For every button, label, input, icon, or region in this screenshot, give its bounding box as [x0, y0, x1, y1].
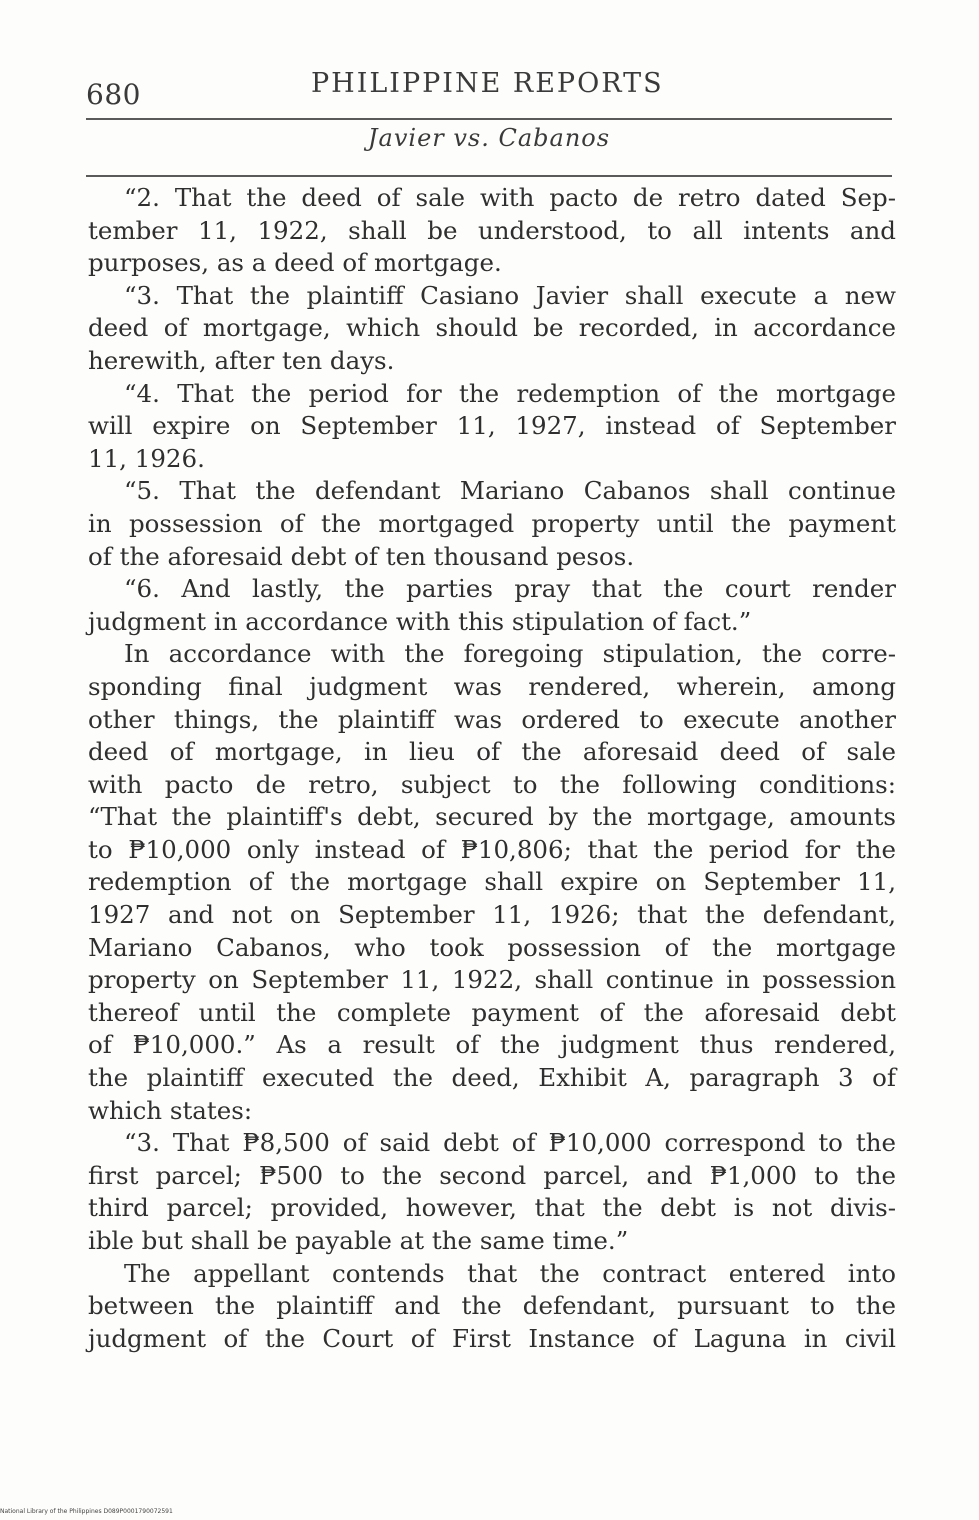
body-line: deed of mortgage, which should be recorded, in accordance: [88, 313, 896, 343]
body-line: herewith, after ten days.: [88, 345, 395, 375]
body-line: redemption of the mortgage shall expire on September 11,: [88, 867, 896, 897]
body-line: “That the plaintiff's debt, secured by the mortgage, amounts: [88, 802, 896, 832]
body-line: first parcel; ₱500 to the second parcel, and ₱1,000 to the: [88, 1160, 896, 1190]
body-line: of the aforesaid debt of ten thousand pesos.: [88, 541, 635, 571]
body-line: the plaintiff executed the deed, Exhibit A, paragraph 3 of: [88, 1063, 896, 1093]
page-header: [86, 68, 896, 111]
body-line: In accordance with the foregoing stipulation, the corre-: [124, 639, 896, 669]
body-text: [88, 182, 896, 1355]
body-line: Mariano Cabanos, who took possession of the mortgage: [88, 932, 896, 962]
body-line: “4. That the period for the redemption of the mortgage: [124, 378, 896, 408]
body-line: 11, 1926.: [88, 443, 205, 473]
body-line: sponding final judgment was rendered, wherein, among: [88, 671, 896, 701]
body-line: of ₱10,000.” As a result of the judgment thus rendered,: [88, 1030, 896, 1060]
body-line: to ₱10,000 only instead of ₱10,806; that the period for the: [88, 834, 896, 864]
body-line: between the plaintiff and the defendant, pursuant to the: [88, 1291, 896, 1321]
body-line: ible but shall be payable at the same time.”: [88, 1226, 629, 1255]
body-line: “3. That ₱8,500 of said debt of ₱10,000 correspond to the: [124, 1128, 896, 1158]
body-line: deed of mortgage, in lieu of the aforesaid deed of sale: [88, 737, 896, 767]
header-rule-bottom: [86, 175, 892, 177]
body-line: thereof until the complete payment of the aforesaid debt: [88, 997, 896, 1027]
body-line: “3. That the plaintiff Casiano Javier shall execute a new: [124, 280, 896, 310]
header-rule-top: [86, 118, 892, 120]
body-line: property on September 11, 1922, shall continue in possession: [88, 965, 896, 995]
body-line: will expire on September 11, 1927, instead of September: [88, 411, 896, 441]
body-line: “6. And lastly, the parties pray that the court render: [124, 574, 896, 604]
page-number: 680: [86, 78, 141, 111]
archive-stamp: National Library of the Philippines D089P0001790072591: [0, 1508, 173, 1515]
body-line: “5. That the defendant Mariano Cabanos shall continue: [124, 476, 896, 506]
body-line: in possession of the mortgaged property until the payment: [88, 508, 896, 538]
body-line: judgment in accordance with this stipulation of fact.”: [88, 606, 752, 636]
body-line: third parcel; provided, however, that the debt is not divis-: [88, 1193, 896, 1223]
body-line: purposes, as a deed of mortgage.: [88, 248, 502, 278]
body-line: 1927 and not on September 11, 1926; that the defendant,: [88, 900, 896, 930]
body-line: which states:: [88, 1095, 253, 1125]
body-line: The appellant contends that the contract entered into: [124, 1258, 896, 1288]
body-line: tember 11, 1922, shall be understood, to all intents and: [88, 215, 896, 245]
body-line: other things, the plaintiff was ordered to execute another: [88, 704, 896, 734]
running-head: PHILIPPINE REPORTS: [311, 68, 664, 99]
body-line: judgment of the Court of First Instance of Laguna in civil: [88, 1323, 896, 1353]
body-line: “2. That the deed of sale with pacto de retro dated Sep-: [124, 183, 896, 212]
case-title: Javier vs. Cabanos: [367, 124, 611, 152]
body-line: with pacto de retro, subject to the following conditions:: [88, 769, 896, 799]
